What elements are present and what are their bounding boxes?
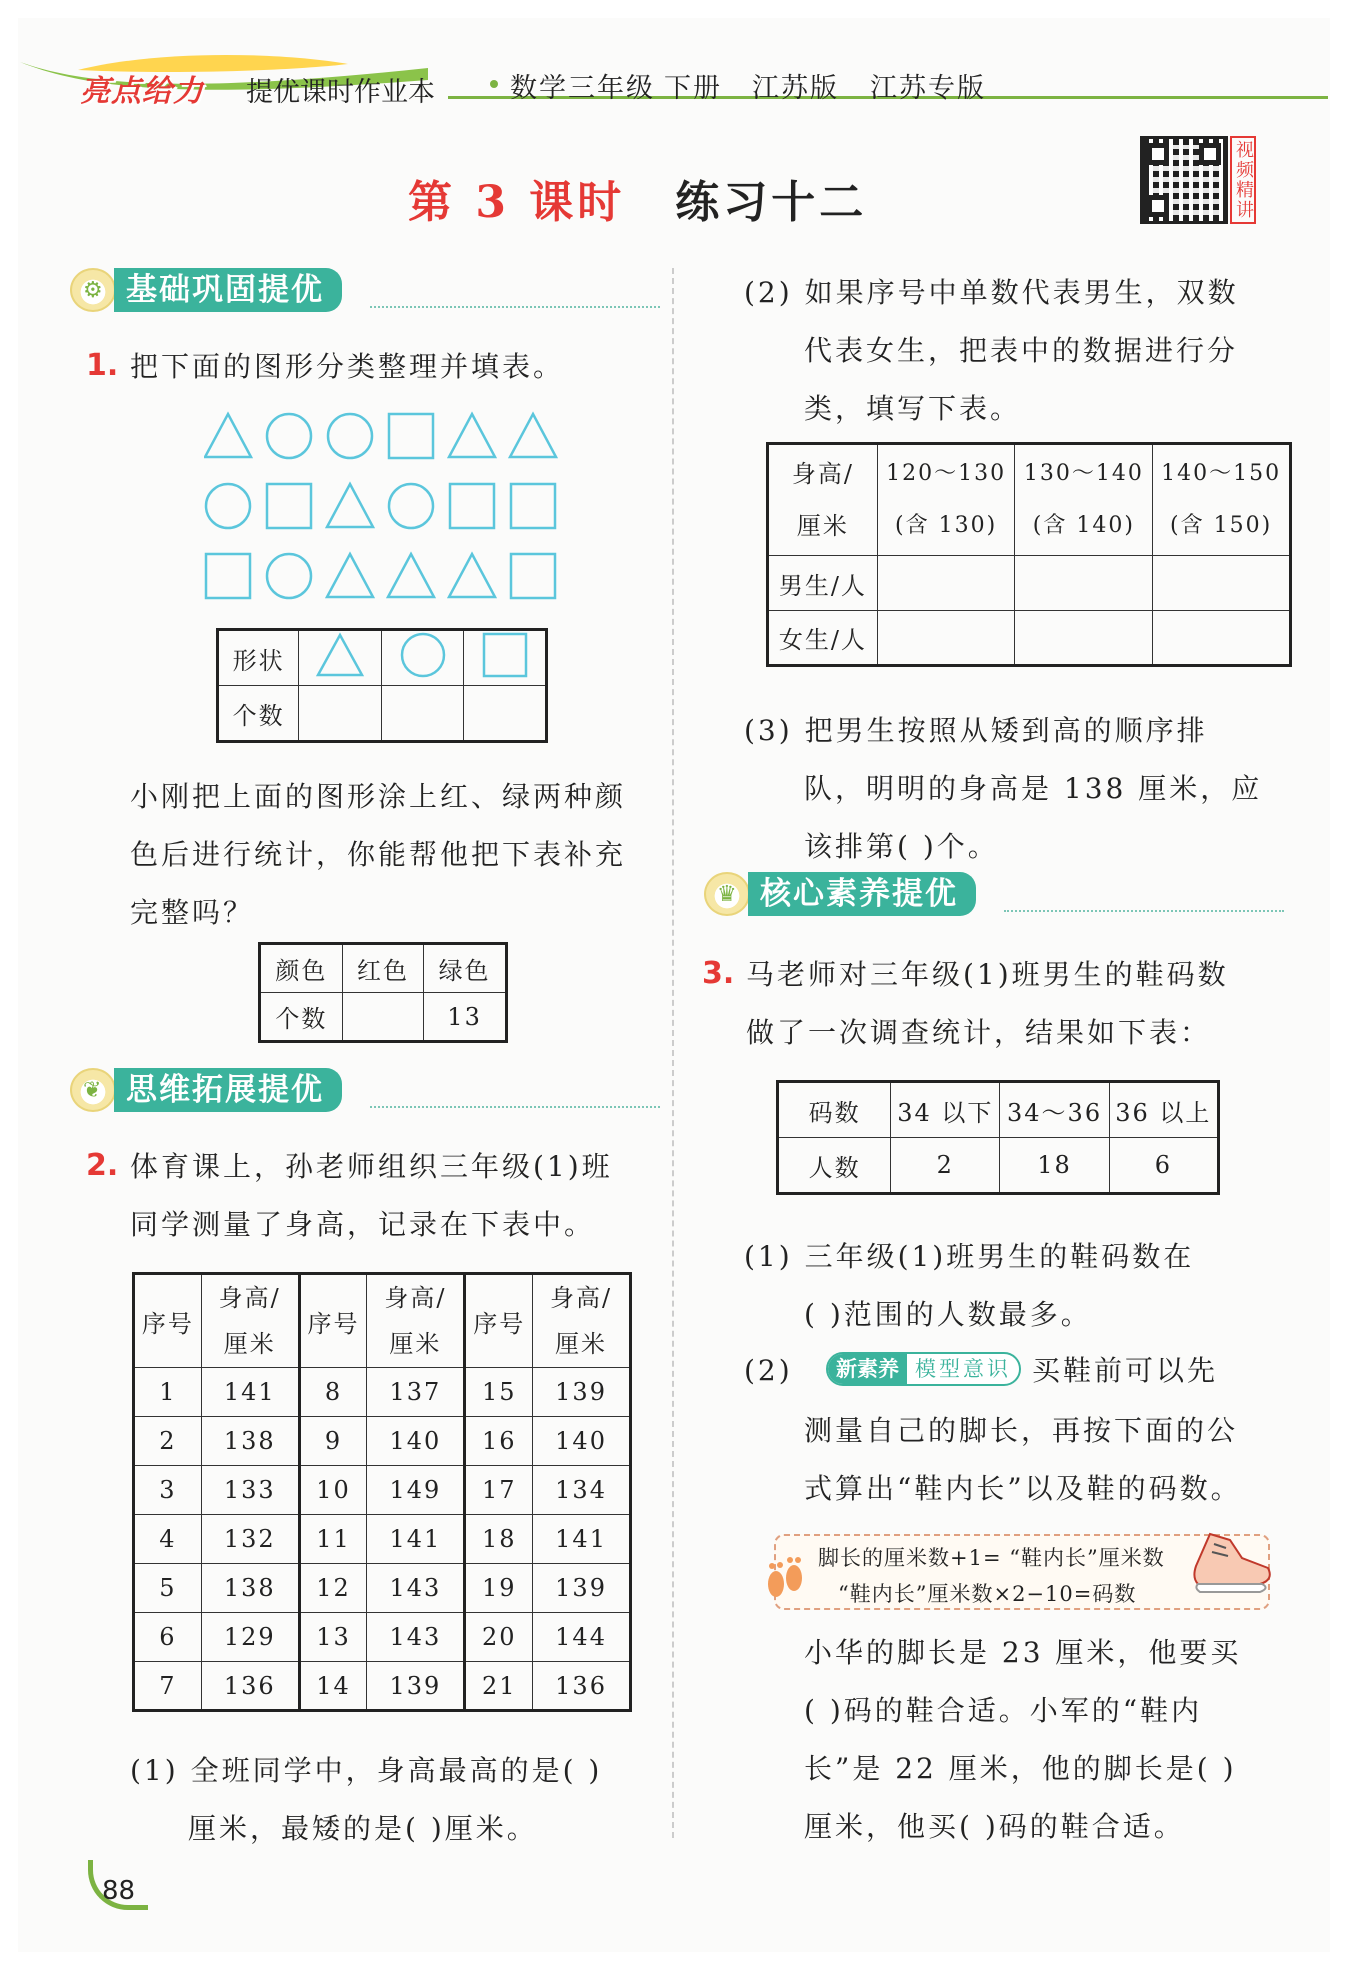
sprout-icon: ❦ xyxy=(70,1068,116,1112)
brand-logo: 亮点给力 xyxy=(80,74,204,109)
table-row xyxy=(134,1613,631,1662)
q1-color-table xyxy=(258,942,508,1043)
color-table-header-green: 绿色 xyxy=(424,944,507,993)
shoe-table-count-below34: 2 xyxy=(891,1138,1000,1194)
color-table-green-count: 13 xyxy=(424,993,507,1042)
seq-cell: 2 xyxy=(134,1417,202,1466)
q1-table-shape-label: 形状 xyxy=(218,630,299,686)
q2-height-table xyxy=(132,1272,632,1712)
q3-sub2-line2: 测量自己的脚长，再按下面的公 xyxy=(804,1414,1239,1447)
square-shape xyxy=(206,554,250,598)
header-special: 江苏专版 xyxy=(870,73,986,104)
q2-header-height: 身高/ 厘米 xyxy=(533,1274,631,1368)
lesson-title xyxy=(408,166,867,230)
header-grade: 数学三年级 xyxy=(510,73,655,104)
square-shape xyxy=(511,484,555,528)
q2-sub2-line2: 代表女生，把表中的数据进行分 xyxy=(804,334,1239,367)
q2-sub3-line3: 该排第( )个。 xyxy=(804,830,999,863)
circle-shape xyxy=(267,414,311,458)
table-row xyxy=(134,1564,631,1613)
workbook-page xyxy=(18,18,1330,1952)
gender-table-header-height: 身高/ 厘米 xyxy=(768,444,878,556)
height-cell: 143 xyxy=(367,1564,465,1613)
shoe-table-header-above36: 36 以上 xyxy=(1109,1082,1218,1138)
qr-label: 视频精讲 xyxy=(1230,136,1256,224)
square-shape xyxy=(511,554,555,598)
seq-cell: 14 xyxy=(299,1662,367,1711)
height-cell: 143 xyxy=(367,1613,465,1662)
section-thinking-banner xyxy=(70,1068,660,1112)
q2-header-seq: 序号 xyxy=(299,1274,367,1368)
table-row xyxy=(134,1368,631,1417)
q3-sub2-line1: 买鞋前可以先 xyxy=(1032,1354,1219,1387)
circle-shape xyxy=(389,484,433,528)
height-cell: 137 xyxy=(367,1368,465,1417)
shoe-table-header-34to36: 34～36 xyxy=(1000,1082,1109,1138)
seq-cell: 13 xyxy=(299,1613,367,1662)
q1-text: 把下面的图形分类整理并填表。 xyxy=(130,350,565,383)
q1-para-line1: 小刚把上面的图形涂上红、绿两种颜 xyxy=(130,780,627,813)
q3-line2: 做了一次调查统计，结果如下表： xyxy=(746,1016,1212,1049)
seq-cell: 17 xyxy=(465,1466,533,1515)
q2-sub1-line1: (1) 全班同学中，身高最高的是( ) xyxy=(130,1754,603,1787)
table-row xyxy=(134,1466,631,1515)
shoe-table-count-34to36: 18 xyxy=(1000,1138,1109,1194)
table-row xyxy=(134,1515,631,1564)
section-basic-label: 基础巩固提优 xyxy=(114,268,342,312)
triangle-shape xyxy=(327,484,373,527)
q1-table-triangle-icon xyxy=(299,630,382,686)
trophy-icon: ♛ xyxy=(704,872,750,916)
section-thinking-label: 思维拓展提优 xyxy=(114,1068,342,1112)
q3-sub2b-line3: 长”是 22 厘米，他的脚长是( ) xyxy=(804,1752,1237,1785)
gender-table-cell[interactable] xyxy=(877,611,1015,666)
height-cell: 134 xyxy=(533,1466,631,1515)
gender-table-cell[interactable] xyxy=(1015,556,1153,611)
q2-sub2-line3: 类，填写下表。 xyxy=(804,392,1022,425)
page-number: 88 xyxy=(102,1876,136,1906)
seq-cell: 3 xyxy=(134,1466,202,1515)
seq-cell: 8 xyxy=(299,1368,367,1417)
gear-icon: ⚙ xyxy=(70,268,116,312)
triangle-shape xyxy=(449,414,495,457)
height-cell: 149 xyxy=(367,1466,465,1515)
square-shape xyxy=(267,484,311,528)
seq-cell: 19 xyxy=(465,1564,533,1613)
q2-sub3-line2: 队，明明的身高是 138 厘米，应 xyxy=(804,772,1263,805)
seq-cell: 15 xyxy=(465,1368,533,1417)
seq-cell: 12 xyxy=(299,1564,367,1613)
height-cell: 129 xyxy=(201,1613,299,1662)
circle-shape xyxy=(328,414,372,458)
footprint-icon xyxy=(762,1556,808,1602)
section-core-banner xyxy=(704,872,1284,916)
column-divider xyxy=(672,268,674,1838)
shoe-table-count-above36: 6 xyxy=(1109,1138,1218,1194)
height-cell: 138 xyxy=(201,1417,299,1466)
q2-line1: 体育课上，孙老师组织三年级(1)班 xyxy=(130,1150,613,1183)
q3-number: 3. xyxy=(702,956,735,991)
height-cell: 141 xyxy=(533,1515,631,1564)
q2-line2: 同学测量了身高，记录在下表中。 xyxy=(130,1208,596,1241)
q1-table-count-triangle[interactable] xyxy=(299,686,382,742)
new-literacy-tag xyxy=(826,1352,1021,1386)
gender-table-cell[interactable] xyxy=(1153,556,1291,611)
triangle-shape xyxy=(449,554,495,597)
color-table-header-red: 红色 xyxy=(342,944,423,993)
q2-sub1-line2: 厘米，最矮的是( )厘米。 xyxy=(188,1812,538,1845)
q1-table-circle-icon xyxy=(381,630,464,686)
shoe-table-header-below34: 34 以下 xyxy=(891,1082,1000,1138)
shoe-table-count-label: 人数 xyxy=(778,1138,891,1194)
color-table-header-color: 颜色 xyxy=(260,944,343,993)
height-cell: 144 xyxy=(533,1613,631,1662)
height-cell: 141 xyxy=(201,1368,299,1417)
lesson-name: 练习十二 xyxy=(675,177,868,228)
q1-para-line2: 色后进行统计，你能帮他把下表补充 xyxy=(130,838,627,871)
height-cell: 136 xyxy=(533,1662,631,1711)
circle-shape xyxy=(206,484,250,528)
height-cell: 136 xyxy=(201,1662,299,1711)
height-cell: 139 xyxy=(533,1368,631,1417)
q1-table-count-label: 个数 xyxy=(218,686,299,742)
q3-sub2b-line1: 小华的脚长是 23 厘米，他要买 xyxy=(804,1636,1242,1669)
brand-subtitle: 提优课时作业本 xyxy=(246,77,435,108)
q2-header-seq: 序号 xyxy=(465,1274,533,1368)
q3-sub1-line2: ( )范围的人数最多。 xyxy=(804,1298,1092,1331)
qr-code-icon[interactable] xyxy=(1140,136,1228,224)
height-cell: 139 xyxy=(533,1564,631,1613)
color-table-count-label: 个数 xyxy=(260,993,343,1042)
tag-new-literacy: 新素养 xyxy=(828,1354,907,1384)
section-basic-banner xyxy=(70,268,660,312)
height-cell: 133 xyxy=(201,1466,299,1515)
seq-cell: 4 xyxy=(134,1515,202,1564)
color-table-red-count[interactable] xyxy=(342,993,423,1042)
q2-header-height: 身高/ 厘米 xyxy=(367,1274,465,1368)
q3-shoe-table xyxy=(776,1080,1220,1195)
q1-para-line3: 完整吗？ xyxy=(130,896,255,929)
height-cell: 140 xyxy=(533,1417,631,1466)
gender-table-cell[interactable] xyxy=(877,556,1015,611)
seq-cell: 9 xyxy=(299,1417,367,1466)
q1-shape-table xyxy=(216,628,548,743)
q3-sub2b-line2: ( )码的鞋合适。小军的“鞋内 xyxy=(804,1694,1203,1727)
table-row xyxy=(134,1662,631,1711)
lesson-number: 第 3 课时 xyxy=(408,177,626,228)
q1-shape-grid xyxy=(204,410,584,610)
height-cell: 132 xyxy=(201,1515,299,1564)
formula-line1: 脚长的厘米数+1= “鞋内长”厘米数 xyxy=(818,1546,1165,1570)
q1-table-count-square[interactable] xyxy=(464,686,547,742)
height-cell: 141 xyxy=(367,1515,465,1564)
triangle-shape xyxy=(205,414,251,457)
triangle-shape xyxy=(510,414,556,457)
q2-header-seq: 序号 xyxy=(134,1274,202,1368)
gender-table-boys-label: 男生/人 xyxy=(768,556,878,611)
formula-line2: “鞋内长”厘米数×2−10=码数 xyxy=(838,1582,1137,1606)
triangle-shape xyxy=(327,554,373,597)
seq-cell: 7 xyxy=(134,1662,202,1711)
gender-table-cell[interactable] xyxy=(1153,611,1291,666)
height-cell: 140 xyxy=(367,1417,465,1466)
seq-cell: 20 xyxy=(465,1613,533,1662)
square-shape xyxy=(450,484,494,528)
square-shape xyxy=(389,414,433,458)
header-volume: 下册 xyxy=(664,73,722,104)
gender-table-girls-label: 女生/人 xyxy=(768,611,878,666)
header-edition: 江苏版 xyxy=(752,73,839,104)
q2-sub3-line1: (3) 把男生按照从矮到高的顺序排 xyxy=(744,714,1208,747)
tag-model-awareness: 模型意识 xyxy=(915,1357,1011,1381)
seq-cell: 1 xyxy=(134,1368,202,1417)
gender-table-cell[interactable] xyxy=(1015,611,1153,666)
height-cell: 139 xyxy=(367,1662,465,1711)
seq-cell: 5 xyxy=(134,1564,202,1613)
gender-table-range-3: 140～150 (含 150) xyxy=(1153,444,1291,556)
q1-number: 1. xyxy=(86,348,119,383)
seq-cell: 16 xyxy=(465,1417,533,1466)
q2-gender-table xyxy=(766,442,1292,667)
triangle-shape xyxy=(388,554,434,597)
seq-cell: 21 xyxy=(465,1662,533,1711)
seq-cell: 11 xyxy=(299,1515,367,1564)
seq-cell: 6 xyxy=(134,1613,202,1662)
q3-line1: 马老师对三年级(1)班男生的鞋码数 xyxy=(746,958,1229,991)
q1-table-count-circle[interactable] xyxy=(381,686,464,742)
q2-number: 2. xyxy=(86,1148,119,1183)
gender-table-range-1: 120～130 (含 130) xyxy=(877,444,1015,556)
q3-sub2-prefix: (2) xyxy=(744,1354,793,1387)
table-row xyxy=(134,1417,631,1466)
circle-shape xyxy=(267,554,311,598)
q2-header-height: 身高/ 厘米 xyxy=(201,1274,299,1368)
header-dot xyxy=(490,80,498,88)
sneaker-icon xyxy=(1190,1522,1274,1602)
seq-cell: 18 xyxy=(465,1515,533,1564)
q3-sub2-line3: 式算出“鞋内长”以及鞋的码数。 xyxy=(804,1472,1242,1505)
seq-cell: 10 xyxy=(299,1466,367,1515)
formula-box xyxy=(774,1534,1270,1610)
gender-table-range-2: 130～140 (含 140) xyxy=(1015,444,1153,556)
q3-sub1-line1: (1) 三年级(1)班男生的鞋码数在 xyxy=(744,1240,1195,1273)
q3-sub2b-line4: 厘米，他买( )码的鞋合适。 xyxy=(804,1810,1185,1843)
q1-table-square-icon xyxy=(464,630,547,686)
shoe-table-header-size: 码数 xyxy=(778,1082,891,1138)
q2-sub2-line1: (2) 如果序号中单数代表男生，双数 xyxy=(744,276,1239,309)
section-core-label: 核心素养提优 xyxy=(748,872,976,916)
height-cell: 138 xyxy=(201,1564,299,1613)
